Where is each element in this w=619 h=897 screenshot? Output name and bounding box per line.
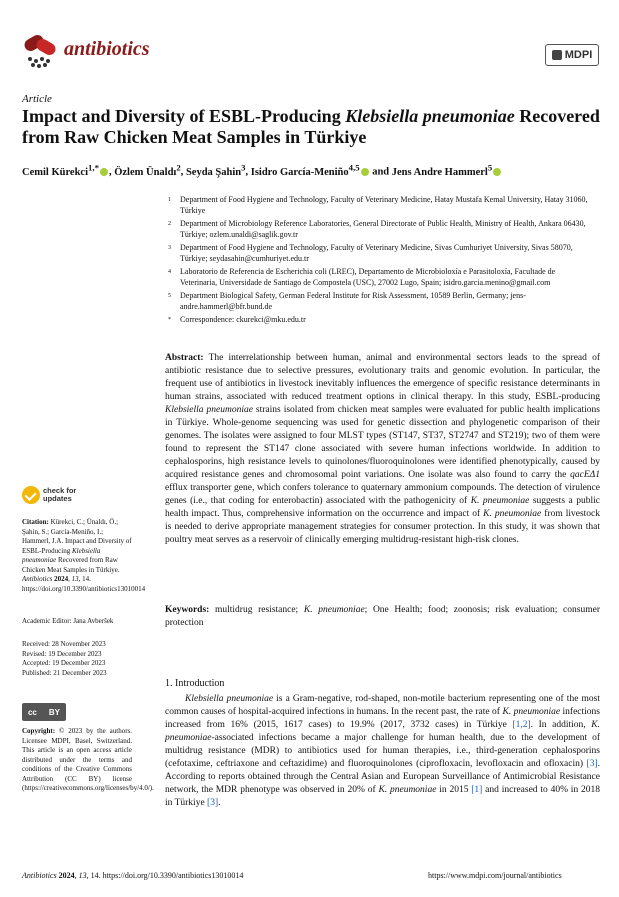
orcid-icon[interactable] — [361, 168, 369, 176]
by-icon: BY — [48, 707, 60, 717]
journal-name: antibiotics — [64, 38, 150, 60]
author[interactable]: Jens Andre Hammerl$^5$ — [392, 167, 502, 178]
author[interactable]: Seyda Şahin$^3$ — [185, 162, 246, 178]
journal-logo — [22, 33, 58, 69]
revised-date: Revised: 19 December 2023 — [22, 649, 102, 658]
author-list: Cemil Kürekci$^{1,*}$ , Özlem Ünaldı$^2$, Seyda Şahin$^3$, Isidro García-Meniño$^{4,5}$ and Jens Andre Hammerl$^5$ — [22, 162, 612, 178]
abstract-text: The interrelationship between human, animal and environmental sectors leads to the spread of antibiotic resistance due to selective pressures, evolutionary traits and genomic evolution. In particular, the frequent use of antibiotics in livestock inevitably influences the emergence of specific resistance determinants in human strains, associated with reduced treatment options in clinical therapy. In this study, ESBL-producing Klebsiella pneumoniae strains isolated from chicken meat samples were evaluated for public health implications in Türkiye. Whole-genome sequencing was used for genetic dissection and phylogenetic comparison of their genomes. The isolates were assigned to four MLST types (ST147, ST37, ST2747 and ST219); two of them were found to represent the ST147 clone associated with severe human infections worldwide. In addition to cephalosporins, high resistance levels to quinolones/fluoroquinolones were identified phenotypically, caused by acquired resistance genes and chromosomal point variations. One isolate was also found to carry the qacEΔ1 efflux transporter gene, which confers tolerance to quaternary ammonium compounds. The detection of virulence genes (i.e., that coding for enterobactin) associated with the pathogenicity of K. pneumoniae suggests a public health impact. Thus, comprehensive information on the occurrence and impact of K. pneumoniae from livestock is needed to derive appropriate management strategies for consumer protection. In this study, it was shown that poultry meat serves as a reservoir of clinically emerging multidrug-resistant high-risk clones. — [165, 353, 601, 545]
orcid-icon[interactable] — [100, 168, 108, 176]
cc-license-badge[interactable] — [22, 703, 66, 721]
received-date: Received: 28 November 2023 — [22, 640, 106, 648]
mdpi-mark-icon — [552, 50, 562, 60]
citation: Citation: Kürekci, C.; Ünaldı, Ö.; Şahin, S.; García-Meniño, I.; Hammerl, J.A. Impact and Diversity of ESBL-Producing Klebsiella pneumoniae Recovered from Raw Chicken Meat Samples in Türkiye. Antibiotics 2024, 13, 14. https://doi.org/10.3390/antibiotics13010014 — [22, 518, 146, 593]
accepted-date: Accepted: 19 December 2023 — [22, 659, 106, 667]
reference-link[interactable]: [1,2] — [512, 720, 531, 730]
affiliation: 2 Department of Microbiology Reference Laboratories, General Directorate of Public Health, Ministry of Health, Ankara 06430, Türkiye; ozlem.unaldi@saglik.gov.tr — [168, 219, 586, 239]
article-title: Impact and Diversity of ESBL-Producing Klebsiella pneumoniae Recovered from Raw Chicken Meat Samples in Türkiye — [22, 106, 600, 147]
article-type: Article — [22, 93, 52, 105]
check-icon — [22, 486, 40, 504]
author[interactable]: Özlem Ünaldı$^2$ — [114, 162, 181, 178]
affiliation: 1 Department of Food Hygiene and Technology, Faculty of Veterinary Medicine, Hatay Mustafa Kemal University, Hatay 31060, Türkiye — [168, 195, 588, 215]
abstract: Abstract: The interrelationship between human, animal and environmental sectors leads to the spread of antibiotic resistance due to selective pressures, evolutionary traits and genomic evolution. In particular, the frequent use of antibiotics in livestock inevitably influences the emergence of specific resistance determinants in human strains, associated with reduced treatment options in clinical therapy. In this study, ESBL-producing Klebsiella pneumoniae strains isolated from chicken meat samples were evaluated for public health implications in Türkiye. Whole-genome sequencing was used for genetic dissection and phylogenetic comparison of their genomes. The isolates were assigned to four MLST types (ST147, ST37, ST2747 and ST219); two of them were found to represent the ST147 clone associated with severe human infections worldwide. In addition to cephalosporins, high resistance levels to quinolones/fluoroquinolones were identified phenotypically, caused by acquired resistance genes and chromosomal point variations. One isolate was also found to carry the qacEΔ1 efflux transporter gene, which confers tolerance to quaternary ammonium compounds. The detection of virulence genes (i.e., that coding for enterobactin) associated with the pathogenicity of K. pneumoniae suggests a public health impact. Thus, comprehensive information on the occurrence and impact of K. pneumoniae from livestock is needed to derive appropriate management strategies for consumer protection. In this study, it was shown that poultry meat serves as a reservoir of clinically emerging multidrug-resistant high-risk clones. — [165, 353, 601, 545]
affiliation: 3 Department of Food Hygiene and Technology, Faculty of Veterinary Medicine, Sivas Cumhuriyet University, Sivas 58070, Türkiye; seydasahin@cumhuriyet.edu.tr — [168, 243, 573, 263]
check-for-updates-button[interactable] — [22, 486, 83, 504]
check-updates-label: check for updates — [43, 486, 77, 503]
section-heading: 1. Introduction — [165, 678, 225, 689]
orcid-icon[interactable] — [493, 168, 501, 176]
copyright: Copyright: © 2023 by the authors. Licensee MDPI, Basel, Switzerland. This article is an open access article distributed under the terms and conditions of the Creative Commons Attribution (CC BY) license (https://creativecommons.org/licenses/by/4.0/). — [22, 727, 154, 792]
correspondence: * Correspondence: ckurekci@mku.edu.tr — [168, 315, 306, 324]
published-date: Published: 21 December 2023 — [22, 668, 107, 677]
cc-icon: cc — [27, 707, 37, 717]
reference-link[interactable]: [3] — [207, 798, 219, 808]
keywords-text: multidrug resistance; K. pneumoniae; One Health; food; zoonosis; risk evaluation; consumer protection — [165, 605, 600, 628]
article-dates — [22, 640, 132, 678]
publisher-name: MDPI — [564, 49, 593, 61]
footer-citation: Antibiotics 2024, 13, 14. https://doi.org/10.3390/antibiotics13010014 — [22, 871, 244, 880]
footer-journal-link[interactable]: https://www.mdpi.com/journal/antibiotics — [428, 871, 562, 880]
affiliation: 5 Department Biological Safety, German Federal Institute for Risk Assessment, 10589 Berlin, Germany; jens-andre.hammerl@bfr.bund.de — [168, 291, 526, 311]
intro-paragraph: Klebsiella pneumoniae is a Gram-negative, rod-shaped, non-motile bacterium representing one of the most common causes of hospital-acquired infections in humans. In the recent past, the rate of K. pneumoniae infections increased from 16% (2015, 1617 cases) to 19.9% (2017, 3732 cases) in Türkiye [1,2]. In addition, K. pneumoniae-associated infections became a major challenge for human health, due to the development of multidrug resistance (MDR) to antibiotics used for human therapies, i.e., third-generation cephalosporins (cefotaxime, ceftriaxone and ceftazidime) and fluoroquinolones (ciprofloxacin, levofloxacin and ofloxacin) [3]. According to reports obtained through the Central Asian and European Surveillance of Antimicrobial Resistance network, the MDR phenotype was observed in 20% of K. pneumoniae in 2015 [1] and increased to 40% in 2018 in Türkiye [3]. — [165, 694, 601, 808]
reference-link[interactable]: [3] — [586, 759, 598, 769]
affiliations — [168, 195, 593, 329]
academic-editor: Academic Editor: Jana Avberšek — [22, 617, 114, 625]
keywords: Keywords: multidrug resistance; K. pneumoniae; One Health; food; zoonosis; risk evaluation; consumer protection — [165, 605, 600, 628]
publisher-logo[interactable] — [545, 44, 599, 66]
affiliation: 4 Laboratorio de Referencia de Escherichia coli (LREC), Departamento de Microbioloxía e Parasitoloxía, Facultade de Veterinaria, Universidade de Santiago de Compostela (USC), 27002 Lugo, Spain; isidro.garcia.menino@gmail.com — [168, 267, 556, 287]
author[interactable]: Cemil Kürekci$^{1,*}$ — [22, 167, 109, 178]
author[interactable]: Isidro García-Meniño$^{4,5}$ — [251, 167, 370, 178]
reference-link[interactable]: [1] — [471, 785, 483, 795]
